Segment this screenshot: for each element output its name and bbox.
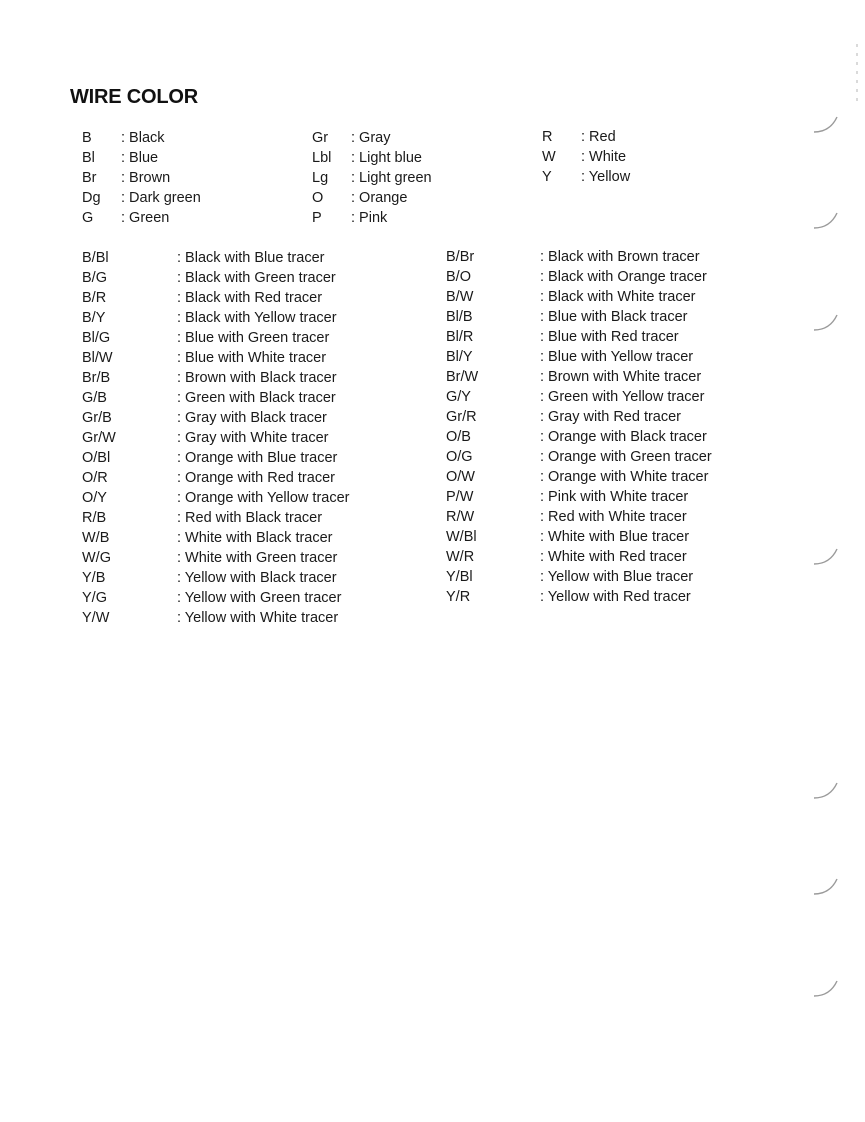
binder-hole-mark-icon	[812, 978, 842, 1000]
wire-code: G	[82, 210, 94, 226]
wire-color-name: : Blue with Red tracer	[540, 329, 679, 345]
wire-code: G/Y	[446, 389, 471, 405]
wire-code: Dg	[82, 190, 101, 206]
wire-color-name: : Orange with Blue tracer	[177, 450, 338, 466]
wire-color-name: : Yellow with White tracer	[177, 610, 339, 626]
wire-code: R	[542, 129, 553, 145]
wire-code: Bl/W	[82, 350, 113, 366]
wire-color-name: : Red with Black tracer	[177, 510, 323, 526]
wire-color-name: : Orange	[351, 190, 408, 206]
wire-code: B/Y	[82, 310, 106, 326]
wire-color-name: : Black with Brown tracer	[540, 249, 700, 265]
wire-color-name: : Black with Yellow tracer	[177, 310, 337, 326]
wire-code: Y/R	[446, 589, 471, 605]
wire-color-name: : Green with Yellow tracer	[540, 389, 705, 405]
wire-color-name: : Black with Red tracer	[177, 290, 323, 306]
wire-color-name: : Green with Black tracer	[177, 390, 336, 406]
wire-color-name: : Pink	[351, 210, 388, 226]
wire-code: O	[312, 190, 324, 206]
scan-edge-mark	[856, 44, 858, 106]
wire-code: B/Br	[446, 249, 475, 265]
wire-color-name: : Pink with White tracer	[540, 489, 689, 505]
wire-color-name: : White with Red tracer	[540, 549, 687, 565]
wire-code: W/G	[82, 550, 111, 566]
wire-code: B/Bl	[82, 250, 109, 266]
binder-hole-mark-icon	[812, 312, 842, 334]
wire-code: P/W	[446, 489, 474, 505]
wire-code: B/R	[82, 290, 107, 306]
wire-code: Gr/B	[82, 410, 112, 426]
wire-color-name: : Gray	[351, 130, 391, 146]
wire-color-name: : Brown	[121, 170, 171, 186]
wire-code: Br/W	[446, 369, 479, 385]
wire-color-name: : Black with Green tracer	[177, 270, 336, 286]
wire-color-name: : Blue with Yellow tracer	[540, 349, 694, 365]
wire-code: Br/B	[82, 370, 111, 386]
wire-code: B	[82, 130, 92, 146]
wire-code: R/B	[82, 510, 107, 526]
wire-color-name: : Yellow with Red tracer	[540, 589, 691, 605]
wire-code: W/Bl	[446, 529, 477, 545]
wire-code: Gr	[312, 130, 329, 146]
wire-code: B/G	[82, 270, 107, 286]
wire-code: W/R	[446, 549, 475, 565]
wire-color-name: : Red with White tracer	[540, 509, 687, 525]
wire-code: O/B	[446, 429, 471, 445]
wire-code: Gr/R	[446, 409, 477, 425]
wire-code: Br	[82, 170, 97, 186]
wire-code: O/G	[446, 449, 473, 465]
wire-color-name: : Brown with White tracer	[540, 369, 702, 385]
binder-hole-mark-icon	[812, 210, 842, 232]
wire-color-name: : White with Green tracer	[177, 550, 338, 566]
wire-color-name: : Blue	[121, 150, 159, 166]
wire-code: Y/B	[82, 570, 106, 586]
binder-hole-mark-icon	[812, 876, 842, 898]
wire-code: Bl/R	[446, 329, 474, 345]
wire-code: Y	[542, 169, 552, 185]
wire-code: Lbl	[312, 150, 332, 166]
wire-color-name: : Yellow with Blue tracer	[540, 569, 694, 585]
wire-color-name: : Black	[121, 130, 165, 146]
wire-color-name: : Orange with Green tracer	[540, 449, 712, 465]
page-title: WIRE COLOR	[70, 86, 198, 108]
wire-code: Gr/W	[82, 430, 116, 446]
wire-color-name: : Black with Orange tracer	[540, 269, 707, 285]
wire-color-name: : Black with White tracer	[540, 289, 696, 305]
wire-color-name: : Gray with Red tracer	[540, 409, 682, 425]
wire-code: B/W	[446, 289, 474, 305]
wire-color-name: : Green	[121, 210, 170, 226]
binder-hole-mark-icon	[812, 114, 842, 136]
wire-code: R/W	[446, 509, 475, 525]
wire-color-name: : Orange with Black tracer	[540, 429, 707, 445]
wire-color-name: : White with Blue tracer	[540, 529, 690, 545]
wire-code: Bl/B	[446, 309, 473, 325]
wire-color-name: : Gray with White tracer	[177, 430, 329, 446]
wire-code: W/B	[82, 530, 110, 546]
wire-color-name: : Blue with Black tracer	[540, 309, 688, 325]
wire-code: O/R	[82, 470, 108, 486]
wire-color-name: : Blue with White tracer	[177, 350, 327, 366]
wire-code: W	[542, 149, 556, 165]
wire-code: O/W	[446, 469, 475, 485]
wire-code: G/B	[82, 390, 107, 406]
wire-code: Bl	[82, 150, 95, 166]
wire-color-name: : Yellow with Black tracer	[177, 570, 337, 586]
wire-color-name: : Orange with Red tracer	[177, 470, 335, 486]
wire-color-name: : White	[581, 149, 627, 165]
wire-code: Y/W	[82, 610, 110, 626]
wire-color-name: : Yellow	[581, 169, 631, 185]
wire-color-name: : Blue with Green tracer	[177, 330, 330, 346]
wire-code: B/O	[446, 269, 471, 285]
wire-code: P	[312, 210, 322, 226]
wire-color-name: : Dark green	[121, 190, 201, 206]
wire-code: Lg	[312, 170, 329, 186]
wire-code: O/Y	[82, 490, 107, 506]
wire-color-name: : Yellow with Green tracer	[177, 590, 342, 606]
wire-color-name: : Light green	[351, 170, 432, 186]
wire-code: Bl/G	[82, 330, 111, 346]
wire-color-name: : White with Black tracer	[177, 530, 333, 546]
wire-code: Y/G	[82, 590, 107, 606]
wire-code: Y/Bl	[446, 569, 473, 585]
wire-color-name: : Orange with Yellow tracer	[177, 490, 350, 506]
binder-hole-mark-icon	[812, 546, 842, 568]
wire-color-name: : Red	[581, 129, 616, 145]
wire-code: Bl/Y	[446, 349, 473, 365]
wire-color-name: : Light blue	[351, 150, 422, 166]
wire-color-name: : Black with Blue tracer	[177, 250, 325, 266]
binder-hole-mark-icon	[812, 780, 842, 802]
wire-color-name: : Gray with Black tracer	[177, 410, 327, 426]
wire-color-name: : Brown with Black tracer	[177, 370, 337, 386]
wire-code: O/Bl	[82, 450, 111, 466]
wire-color-name: : Orange with White tracer	[540, 469, 709, 485]
